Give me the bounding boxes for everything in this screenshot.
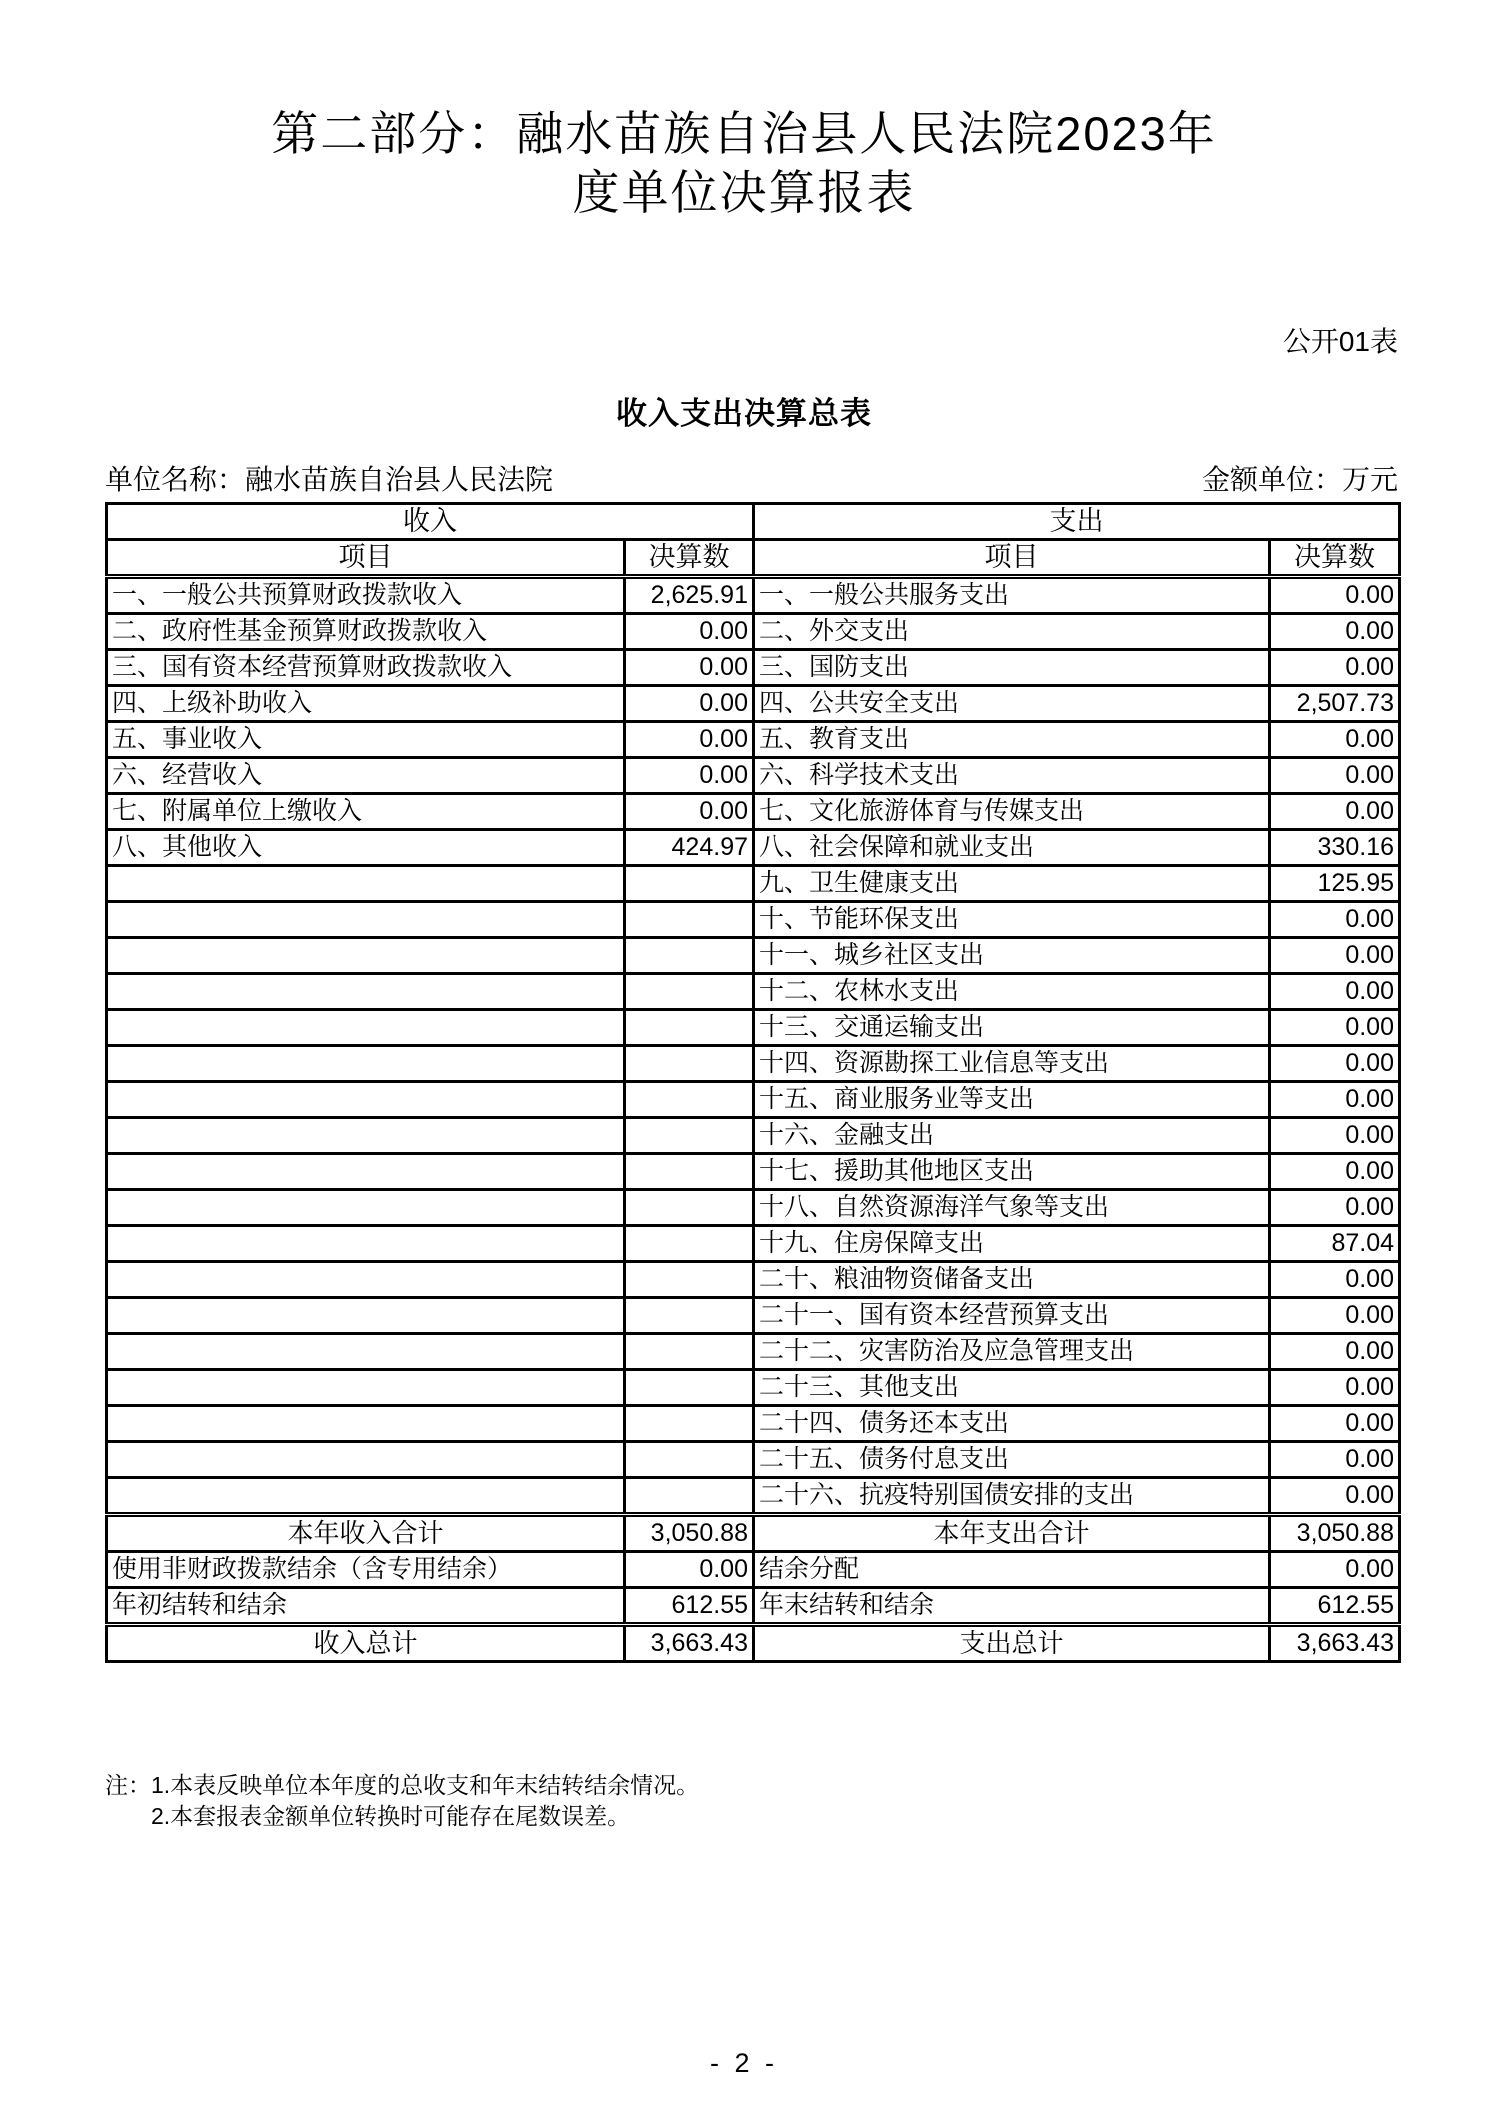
income-item-cell xyxy=(107,1010,625,1046)
income-value-column-header: 决算数 xyxy=(625,540,754,577)
income-item-cell: 五、事业收入 xyxy=(107,722,625,758)
table-row xyxy=(107,794,1400,830)
expense-value-cell: 0.00 xyxy=(1270,938,1400,974)
income-item-cell: 本年收入合计 xyxy=(107,1515,625,1552)
income-item-cell: 年初结转和结余 xyxy=(107,1588,625,1625)
income-value-cell: 424.97 xyxy=(625,830,754,866)
income-item-cell xyxy=(107,1190,625,1226)
income-value-cell xyxy=(625,1190,754,1226)
expense-item-cell: 十九、住房保障支出 xyxy=(754,1226,1270,1262)
income-value-cell: 0.00 xyxy=(625,722,754,758)
income-value-cell xyxy=(625,1298,754,1334)
income-value-cell xyxy=(625,938,754,974)
expense-value-cell: 0.00 xyxy=(1270,1478,1400,1515)
expense-value-cell: 87.04 xyxy=(1270,1226,1400,1262)
table-row xyxy=(107,902,1400,938)
expense-value-cell: 0.00 xyxy=(1270,1406,1400,1442)
expense-value-cell: 0.00 xyxy=(1270,1082,1400,1118)
table-row xyxy=(107,1406,1400,1442)
expense-value-cell: 3,050.88 xyxy=(1270,1515,1400,1552)
income-value-cell xyxy=(625,1442,754,1478)
expense-item-cell: 二十四、债务还本支出 xyxy=(754,1406,1270,1442)
income-value-cell xyxy=(625,1118,754,1154)
expense-value-cell: 0.00 xyxy=(1270,577,1400,614)
table-row xyxy=(107,1370,1400,1406)
income-item-cell xyxy=(107,1406,625,1442)
income-item-cell: 八、其他收入 xyxy=(107,830,625,866)
expense-item-cell: 十六、金融支出 xyxy=(754,1118,1270,1154)
income-item-cell xyxy=(107,1226,625,1262)
expense-value-cell: 0.00 xyxy=(1270,1010,1400,1046)
income-value-cell: 3,663.43 xyxy=(625,1625,754,1662)
income-value-cell xyxy=(625,1262,754,1298)
table-row xyxy=(107,1226,1400,1262)
expense-item-cell: 二、外交支出 xyxy=(754,614,1270,650)
expense-value-cell: 0.00 xyxy=(1270,902,1400,938)
table-row xyxy=(107,830,1400,866)
expense-item-cell: 结余分配 xyxy=(754,1552,1270,1588)
income-value-cell xyxy=(625,974,754,1010)
expense-value-cell: 0.00 xyxy=(1270,758,1400,794)
table-row xyxy=(107,1154,1400,1190)
table-row xyxy=(107,1442,1400,1478)
income-value-cell xyxy=(625,1154,754,1190)
table-row xyxy=(107,614,1400,650)
income-value-cell: 3,050.88 xyxy=(625,1515,754,1552)
income-item-cell xyxy=(107,1442,625,1478)
income-item-cell xyxy=(107,1046,625,1082)
unit-name-label: 单位名称：融水苗族自治县人民法院 xyxy=(105,464,554,495)
expense-value-cell: 0.00 xyxy=(1270,1442,1400,1478)
income-value-cell: 0.00 xyxy=(625,794,754,830)
expense-item-cell: 十二、农林水支出 xyxy=(754,974,1270,1010)
income-value-cell xyxy=(625,1478,754,1515)
income-value-cell: 0.00 xyxy=(625,1552,754,1588)
table-row xyxy=(107,1046,1400,1082)
expense-value-cell: 0.00 xyxy=(1270,1118,1400,1154)
income-item-cell: 六、经营收入 xyxy=(107,758,625,794)
income-expense-table xyxy=(105,502,1401,1663)
expense-value-cell: 0.00 xyxy=(1270,614,1400,650)
income-section-header: 收入 xyxy=(107,504,754,540)
expense-item-cell: 十八、自然资源海洋气象等支出 xyxy=(754,1190,1270,1226)
expense-value-cell: 0.00 xyxy=(1270,1262,1400,1298)
page-number: - 2 - xyxy=(709,2048,778,2078)
table-row xyxy=(107,722,1400,758)
expense-item-cell: 十三、交通运输支出 xyxy=(754,1010,1270,1046)
income-value-cell xyxy=(625,866,754,902)
expense-item-cell: 三、国防支出 xyxy=(754,650,1270,686)
expense-item-column-header: 项目 xyxy=(754,540,1270,577)
expense-item-cell: 十四、资源勘探工业信息等支出 xyxy=(754,1046,1270,1082)
income-item-cell xyxy=(107,1118,625,1154)
income-item-cell xyxy=(107,1478,625,1515)
income-item-cell xyxy=(107,1370,625,1406)
table-row xyxy=(107,1588,1400,1625)
expense-value-cell: 330.16 xyxy=(1270,830,1400,866)
expense-value-cell: 3,663.43 xyxy=(1270,1625,1400,1662)
expense-value-cell: 0.00 xyxy=(1270,650,1400,686)
income-value-cell: 2,625.91 xyxy=(625,577,754,614)
document-title-line1: 第二部分：融水苗族自治县人民法院2023年 xyxy=(271,107,1217,160)
table-row xyxy=(107,1082,1400,1118)
income-item-cell xyxy=(107,1262,625,1298)
income-value-cell xyxy=(625,1082,754,1118)
expense-item-cell: 九、卫生健康支出 xyxy=(754,866,1270,902)
total-row xyxy=(107,1625,1400,1662)
table-row xyxy=(107,938,1400,974)
table-row xyxy=(107,758,1400,794)
income-item-cell: 一、一般公共预算财政拨款收入 xyxy=(107,577,625,614)
income-item-cell: 三、国有资本经营预算财政拨款收入 xyxy=(107,650,625,686)
expense-value-cell: 0.00 xyxy=(1270,1298,1400,1334)
income-value-cell: 0.00 xyxy=(625,650,754,686)
expense-item-cell: 二十三、其他支出 xyxy=(754,1370,1270,1406)
total-row xyxy=(107,1515,1400,1552)
expense-item-cell: 四、公共安全支出 xyxy=(754,686,1270,722)
expense-item-cell: 二十一、国有资本经营预算支出 xyxy=(754,1298,1270,1334)
income-value-cell: 0.00 xyxy=(625,614,754,650)
income-item-cell xyxy=(107,1154,625,1190)
table-row xyxy=(107,1478,1400,1515)
expense-item-cell: 十七、援助其他地区支出 xyxy=(754,1154,1270,1190)
expense-item-cell: 六、科学技术支出 xyxy=(754,758,1270,794)
income-value-cell xyxy=(625,1334,754,1370)
expense-item-cell: 一、一般公共服务支出 xyxy=(754,577,1270,614)
table-title: 收入支出决算总表 xyxy=(616,396,872,431)
expense-value-cell: 0.00 xyxy=(1270,794,1400,830)
expense-value-cell: 2,507.73 xyxy=(1270,686,1400,722)
income-value-cell xyxy=(625,1010,754,1046)
table-row xyxy=(107,974,1400,1010)
income-value-cell: 0.00 xyxy=(625,758,754,794)
expense-value-cell: 0.00 xyxy=(1270,1552,1400,1588)
note-line-2: 2.本套报表金额单位转换时可能存在尾数误差。 xyxy=(151,1803,631,1829)
income-item-column-header: 项目 xyxy=(107,540,625,577)
expense-value-cell: 0.00 xyxy=(1270,1154,1400,1190)
expense-item-cell: 年末结转和结余 xyxy=(754,1588,1270,1625)
note-line-1: 注：1.本表反映单位本年度的总收支和年末结转结余情况。 xyxy=(105,1772,700,1798)
expense-value-cell: 0.00 xyxy=(1270,1046,1400,1082)
expense-item-cell: 二十五、债务付息支出 xyxy=(754,1442,1270,1478)
expense-item-cell: 二十二、灾害防治及应急管理支出 xyxy=(754,1334,1270,1370)
expense-value-cell: 612.55 xyxy=(1270,1588,1400,1625)
expense-value-cell: 0.00 xyxy=(1270,1190,1400,1226)
table-row xyxy=(107,686,1400,722)
column-header-row xyxy=(107,540,1400,577)
income-item-cell: 收入总计 xyxy=(107,1625,625,1662)
table-row xyxy=(107,1262,1400,1298)
income-value-cell xyxy=(625,1406,754,1442)
expense-value-cell: 0.00 xyxy=(1270,722,1400,758)
expense-item-cell: 八、社会保障和就业支出 xyxy=(754,830,1270,866)
expense-item-cell: 本年支出合计 xyxy=(754,1515,1270,1552)
expense-value-cell: 0.00 xyxy=(1270,1370,1400,1406)
table-row xyxy=(107,1334,1400,1370)
expense-value-cell: 0.00 xyxy=(1270,974,1400,1010)
income-value-cell xyxy=(625,1226,754,1262)
income-item-cell xyxy=(107,866,625,902)
table-code-label: 公开01表 xyxy=(1282,326,1398,357)
expense-item-cell: 二十、粮油物资储备支出 xyxy=(754,1262,1270,1298)
expense-item-cell: 十五、商业服务业等支出 xyxy=(754,1082,1270,1118)
table-row xyxy=(107,1298,1400,1334)
expense-item-cell: 二十六、抗疫特别国债安排的支出 xyxy=(754,1478,1270,1515)
table-notes xyxy=(105,1770,1398,1832)
expense-value-cell: 125.95 xyxy=(1270,866,1400,902)
section-header-row xyxy=(107,504,1400,540)
table-row xyxy=(107,650,1400,686)
expense-item-cell: 支出总计 xyxy=(754,1625,1270,1662)
income-item-cell xyxy=(107,902,625,938)
expense-item-cell: 十一、城乡社区支出 xyxy=(754,938,1270,974)
expense-section-header: 支出 xyxy=(754,504,1400,540)
income-item-cell xyxy=(107,1082,625,1118)
expense-item-cell: 七、文化旅游体育与传媒支出 xyxy=(754,794,1270,830)
table-row xyxy=(107,1118,1400,1154)
document-title-line2: 度单位决算报表 xyxy=(572,166,916,219)
table-row xyxy=(107,1010,1400,1046)
expense-item-cell: 五、教育支出 xyxy=(754,722,1270,758)
income-item-cell: 七、附属单位上缴收入 xyxy=(107,794,625,830)
income-item-cell: 四、上级补助收入 xyxy=(107,686,625,722)
income-value-cell xyxy=(625,1370,754,1406)
income-item-cell xyxy=(107,938,625,974)
income-value-cell xyxy=(625,1046,754,1082)
income-value-cell: 0.00 xyxy=(625,686,754,722)
table-row xyxy=(107,1190,1400,1226)
income-value-cell xyxy=(625,902,754,938)
expense-item-cell: 十、节能环保支出 xyxy=(754,902,1270,938)
table-row xyxy=(107,1552,1400,1588)
income-item-cell: 二、政府性基金预算财政拨款收入 xyxy=(107,614,625,650)
expense-value-column-header: 决算数 xyxy=(1270,540,1400,577)
income-item-cell: 使用非财政拨款结余（含专用结余） xyxy=(107,1552,625,1588)
document-title xyxy=(0,104,1488,222)
income-item-cell xyxy=(107,1334,625,1370)
table-meta-row xyxy=(105,458,1398,498)
amount-unit-label: 金额单位：万元 xyxy=(1201,464,1398,495)
table-row xyxy=(107,577,1400,614)
expense-value-cell: 0.00 xyxy=(1270,1334,1400,1370)
income-value-cell: 612.55 xyxy=(625,1588,754,1625)
income-item-cell xyxy=(107,1298,625,1334)
income-item-cell xyxy=(107,974,625,1010)
table-row xyxy=(107,866,1400,902)
